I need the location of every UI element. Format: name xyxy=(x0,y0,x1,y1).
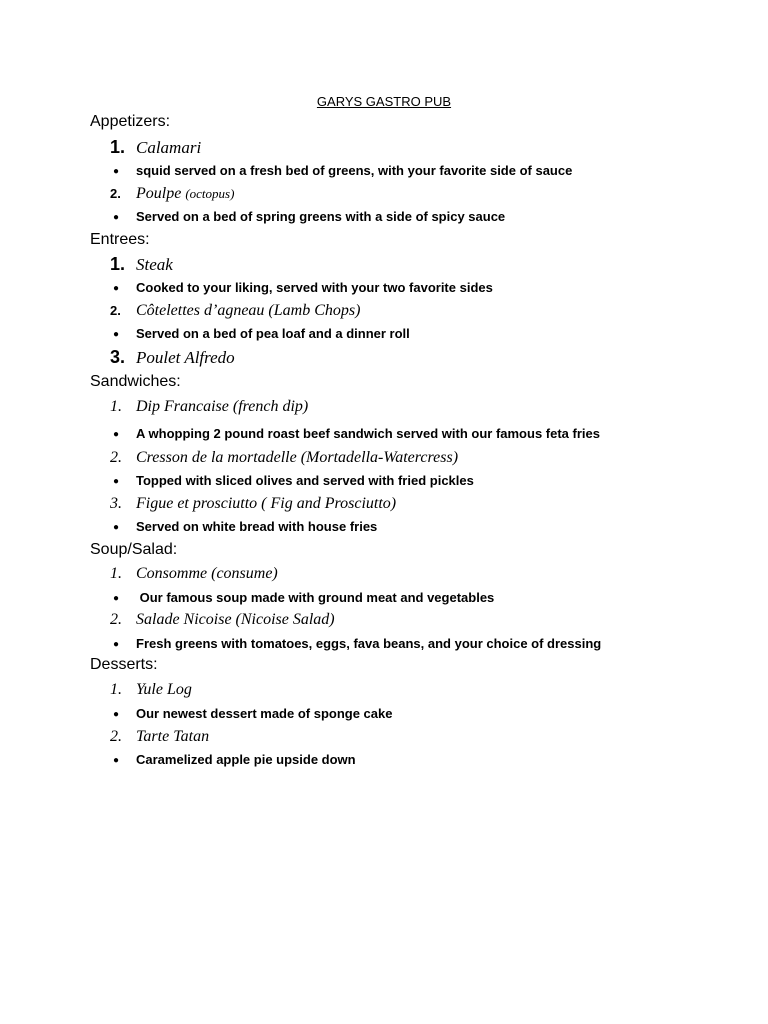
description-text: Served on white bread with house fries xyxy=(136,519,378,534)
item-name: Poulpe xyxy=(136,185,182,202)
bullet-icon: ● xyxy=(113,709,120,720)
section-heading-desserts: Desserts: xyxy=(90,656,158,673)
item-number: 2. xyxy=(110,728,122,745)
menu-item-steak xyxy=(110,254,173,275)
item-number: 3. xyxy=(110,495,122,512)
item-number: 1. xyxy=(110,681,122,698)
item-translation: (Lamb Chops) xyxy=(268,302,361,319)
description-text: Caramelized apple pie upside down xyxy=(136,752,356,767)
description-text: squid served on a fresh bed of greens, with your favorite side of sauce xyxy=(136,163,573,178)
description-text: Served on a bed of spring greens with a side of spicy sauce xyxy=(136,209,506,224)
section-heading-soup-salad: Soup/Salad: xyxy=(90,541,178,558)
item-number: 2. xyxy=(110,611,122,628)
item-name: Yule Log xyxy=(136,681,192,698)
item-number: 1. xyxy=(110,565,122,582)
item-description xyxy=(113,706,392,721)
menu-item-poulpe xyxy=(110,185,234,203)
menu-item-figue xyxy=(110,495,396,513)
item-description xyxy=(113,163,572,178)
bullet-icon: ● xyxy=(113,476,120,487)
bullet-icon: ● xyxy=(113,593,120,604)
page-title: GARYS GASTRO PUB xyxy=(316,94,452,109)
description-text: Served on a bed of pea loaf and a dinner roll xyxy=(136,326,410,341)
bullet-icon: ● xyxy=(113,329,120,340)
item-description xyxy=(113,326,410,341)
item-description xyxy=(113,636,601,651)
item-description xyxy=(113,519,377,534)
menu-item-poulet-alfredo xyxy=(110,347,235,368)
item-number: 2. xyxy=(110,303,121,318)
item-name: Figue et prosciutto ( Fig and Prosciutto) xyxy=(136,495,397,512)
description-text: Our famous soup made with ground meat and vegetables xyxy=(136,590,495,605)
description-text: A whopping 2 pound roast beef sandwich served with our famous feta fries xyxy=(136,426,600,441)
menu-item-dip-francaise xyxy=(110,398,308,416)
menu-item-cotelettes xyxy=(110,302,360,320)
item-number: 1. xyxy=(110,398,122,415)
menu-item-consomme xyxy=(110,565,278,583)
item-description xyxy=(113,473,474,488)
description-text: Cooked to your liking, served with your two favorite sides xyxy=(136,280,493,295)
menu-item-calamari xyxy=(110,137,201,158)
bullet-icon: ● xyxy=(113,283,120,294)
description-text: Topped with sliced olives and served with fried pickles xyxy=(136,473,474,488)
item-name: Consomme (consume) xyxy=(136,565,278,582)
item-description xyxy=(113,426,600,441)
bullet-icon: ● xyxy=(113,639,120,650)
bullet-icon: ● xyxy=(113,429,120,440)
description-text: Our newest dessert made of sponge cake xyxy=(136,706,393,721)
item-number: 1. xyxy=(110,254,126,274)
item-description xyxy=(113,590,494,605)
item-number: 2. xyxy=(110,186,121,201)
item-name: Calamari xyxy=(136,138,202,157)
bullet-icon: ● xyxy=(113,755,120,766)
item-name: Salade Nicoise (Nicoise Salad) xyxy=(136,611,335,628)
item-name: Poulet Alfredo xyxy=(136,348,235,367)
item-description xyxy=(113,209,505,224)
menu-item-tarte-tatan xyxy=(110,728,209,746)
menu-item-salade-nicoise xyxy=(110,611,335,629)
item-name: Steak xyxy=(136,255,173,274)
description-text: Fresh greens with tomatoes, eggs, fava beans, and your choice of dressing xyxy=(136,636,602,651)
section-heading-sandwiches: Sandwiches: xyxy=(90,373,181,390)
item-number: 3. xyxy=(110,347,126,367)
bullet-icon: ● xyxy=(113,212,120,223)
menu-item-yule-log xyxy=(110,681,192,699)
menu-item-cresson xyxy=(110,449,458,467)
item-translation: (octopus) xyxy=(185,186,235,201)
item-description xyxy=(113,280,493,295)
bullet-icon: ● xyxy=(113,166,120,177)
item-description xyxy=(113,752,356,767)
item-name: Côtelettes d’agneau xyxy=(136,302,265,319)
item-name: Tarte Tatan xyxy=(136,728,210,745)
item-name: Dip Francaise (french dip) xyxy=(136,398,309,415)
item-name: Cresson de la mortadelle (Mortadella-Watercress) xyxy=(136,449,459,466)
item-number: 2. xyxy=(110,449,122,466)
item-number: 1. xyxy=(110,137,126,157)
bullet-icon: ● xyxy=(113,522,120,533)
section-heading-appetizers: Appetizers: xyxy=(90,113,171,130)
section-heading-entrees: Entrees: xyxy=(90,231,150,248)
